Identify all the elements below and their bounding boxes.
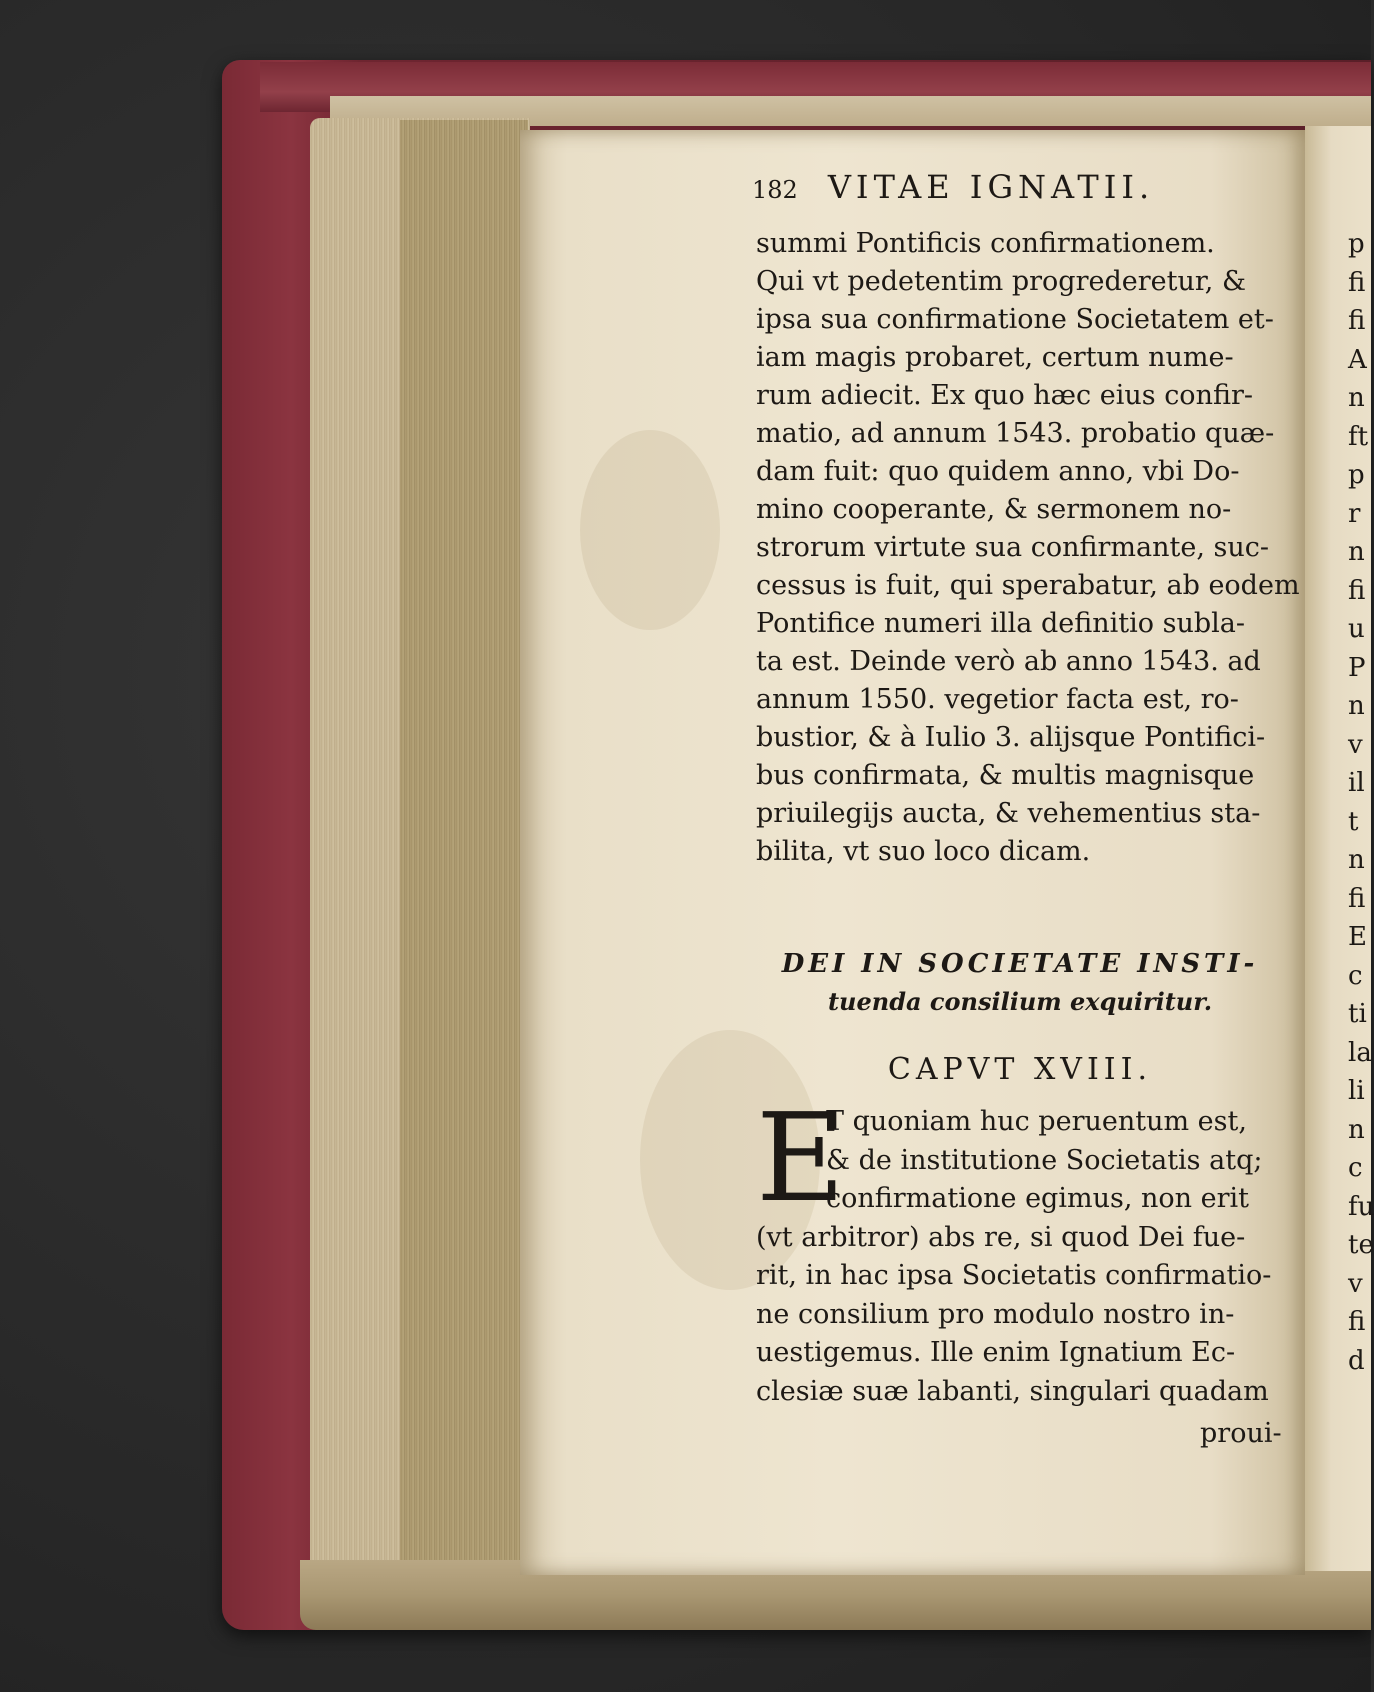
catchword: proui- xyxy=(1200,1418,1282,1449)
facing-text-fragment: te xyxy=(1348,1230,1374,1260)
text-line: iam magis probaret, certum nume- xyxy=(756,342,1234,373)
text-line: priuilegijs aucta, & vehementius sta- xyxy=(756,798,1261,829)
facing-text-fragment: fi xyxy=(1348,306,1366,336)
paper-stain xyxy=(580,430,720,630)
text-line: bustior, & à Iulio 3. alijsque Pontifici- xyxy=(756,722,1266,753)
facing-text-fragment: fi xyxy=(1348,267,1366,298)
facing-text-fragment: d xyxy=(1348,1345,1365,1376)
text-line: matio, ad annum 1543. probatio quæ- xyxy=(756,418,1275,449)
text-line: rit, in hac ipsa Societatis confirmatio- xyxy=(756,1260,1272,1291)
facing-text-fragment: fu xyxy=(1348,1191,1374,1222)
text-line: bus confirmata, & multis magnisque xyxy=(756,760,1255,791)
facing-text-fragment: fi xyxy=(1348,575,1366,606)
text-line: summi Pontificis confirmationem. xyxy=(756,228,1215,259)
text-line: ne consilium pro modulo nostro in- xyxy=(756,1298,1235,1330)
facing-text-fragment: n xyxy=(1348,1114,1365,1145)
facing-text-fragment: fi xyxy=(1348,1307,1366,1337)
text-line: clesiæ suæ labanti, singulari quadam xyxy=(756,1375,1269,1407)
facing-text-fragment: E xyxy=(1348,922,1367,952)
facing-text-fragment: n xyxy=(1348,691,1365,721)
facing-text-fragment: n xyxy=(1348,537,1365,567)
facing-text-fragment: v xyxy=(1348,729,1363,760)
facing-text-fragment: il xyxy=(1348,768,1365,798)
facing-text-fragment: fi xyxy=(1348,883,1366,914)
facing-text-fragment: li xyxy=(1348,1076,1365,1106)
chapter-text xyxy=(756,1103,1296,1411)
facing-text-fragment: u xyxy=(1348,614,1365,644)
text-line: annum 1550. vegetior facta est, ro- xyxy=(756,684,1239,715)
facing-text-fragment: p xyxy=(1348,460,1365,490)
text-line: (vt arbitror) abs re, si quod Dei fue- xyxy=(756,1221,1246,1253)
page-fore-edge-shadow xyxy=(400,120,528,1608)
rubric-line: tuenda consilium exquiritur. xyxy=(827,987,1213,1016)
facing-text-fragment: A xyxy=(1348,344,1367,375)
facing-text-fragment: ft xyxy=(1348,421,1369,452)
running-title: VITAE IGNATII. xyxy=(827,168,1155,206)
facing-text-fragment: t xyxy=(1348,806,1359,837)
body-text xyxy=(756,225,1300,871)
facing-text-fragment: v xyxy=(1348,1268,1363,1299)
text-line: & de institutione Societatis atq; xyxy=(826,1144,1263,1176)
facing-page-text xyxy=(1348,225,1374,1380)
page-number: 182 xyxy=(752,176,798,204)
facing-text-fragment: ti xyxy=(1348,999,1367,1029)
facing-text-fragment: p xyxy=(1348,229,1365,259)
facing-text-fragment: n xyxy=(1348,845,1365,875)
text-line: T quoniam huc peruentum est, xyxy=(826,1106,1247,1137)
text-line: mino cooperante, & sermonem no- xyxy=(756,494,1232,525)
rubric-line: DEI IN SOCIETATE INSTI- xyxy=(781,949,1259,979)
running-head xyxy=(752,168,1154,206)
facing-text-fragment: c xyxy=(1348,960,1363,991)
chapter-heading: CAPVT XVIII. xyxy=(887,1052,1153,1087)
facing-text-fragment: c xyxy=(1348,1153,1363,1183)
facing-text-fragment: r xyxy=(1348,498,1361,529)
facing-text-fragment: P xyxy=(1348,652,1366,683)
drop-initial: E xyxy=(756,1087,846,1229)
section-rubric xyxy=(760,945,1280,1021)
text-line: Pontifice numeri illa definitio subla- xyxy=(756,608,1245,639)
text-line: dam fuit: quo quidem anno, vbi Do- xyxy=(756,456,1240,487)
text-line: ipsa sua confirmatione Societatem et- xyxy=(756,304,1274,335)
facing-text-fragment: la xyxy=(1348,1037,1372,1068)
text-line: rum adiecit. Ex quo hæc eius confir- xyxy=(756,380,1253,411)
text-line: ta est. Deinde verò ab anno 1543. ad xyxy=(756,646,1261,677)
facing-text-fragment: n xyxy=(1348,383,1365,413)
text-line: confirmatione egimus, non erit xyxy=(826,1183,1249,1214)
text-line: uestigemus. Ille enim Ignatium Ec- xyxy=(756,1337,1236,1368)
text-line: bilita, vt suo loco dicam. xyxy=(756,836,1091,867)
text-line: strorum virtute sua confirmante, suc- xyxy=(756,532,1269,563)
text-line: Qui vt pedetentim progrederetur, & xyxy=(756,266,1246,297)
text-line: cessus is fuit, qui sperabatur, ab eodem xyxy=(756,570,1300,601)
